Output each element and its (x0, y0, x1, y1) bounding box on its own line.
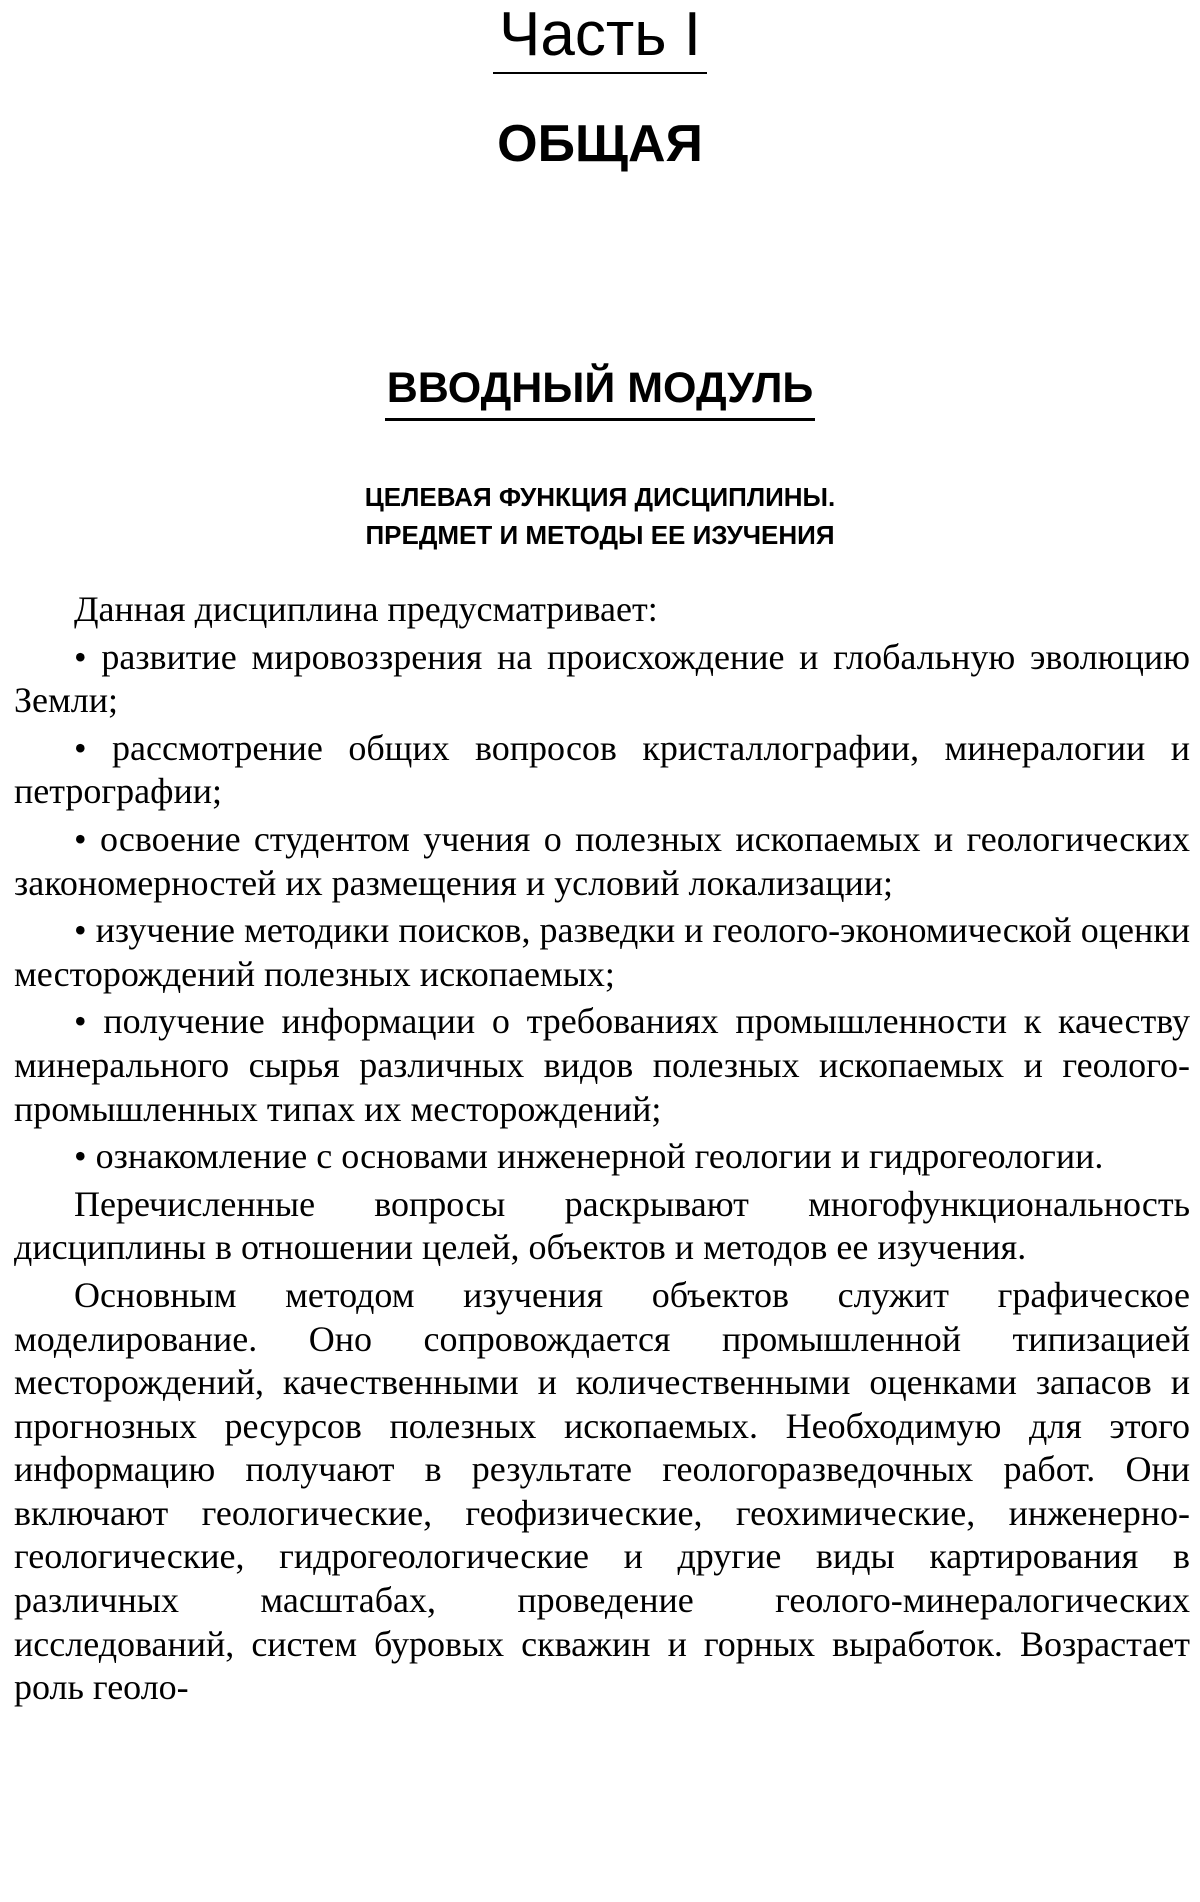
module-title-text: ВВОДНЫЙ МОДУЛЬ (385, 362, 816, 421)
part-label-text: Часть I (493, 0, 707, 74)
bullet-item: • развитие мировоззрения на происхождение и глобальную эволюцию Земли; (14, 636, 1190, 721)
bullet-item: • освоение студентом учения о полезных ископаемых и геологических закономерностей их размещения и условий локализации; (14, 818, 1190, 903)
body-text (14, 588, 1190, 1714)
section-heading-line-2: ПРЕДМЕТ И МЕТОДЫ ЕЕ ИЗУЧЕНИЯ (365, 520, 835, 550)
bullet-item: • получение информации о требованиях промышленности к качеству минерального сырья различных видов полезных ископаемых и геолого-промышленных типах их месторождений; (14, 1001, 1190, 1129)
bullet-item: • рассмотрение общих вопросов кристаллографии, минералогии и петрографии; (14, 727, 1190, 812)
bullet-item: • изучение методики поисков, разведки и геолого-экономической оценки месторождений полезных ископаемых; (14, 910, 1190, 994)
body-paragraph: Перечисленные вопросы раскрывают многофункциональность дисциплины в отношении целей, объектов и методов ее изучения. (14, 1183, 1190, 1268)
body-paragraph: Основным методом изучения объектов служит графическое моделирование. Оно сопровождается промышленной типизацией месторождений, качественными и количественными оценками запасов и прогнозных ресурсов полезных ископаемых. Необходимую для этого информацию получают в результате геологоразведочных работ. Они включают геологические, геофизические, геохимические, инженерно-геологические, гидрогеологические и другие виды картирования в различных масштабах, проведение геолого-минералогических исследований, систем буровых скважин и горных выработок. Возрастает роль геоло- (14, 1274, 1190, 1708)
bullet-item: • ознакомление с основами инженерной геологии и гидрогеологии. (74, 1136, 1104, 1177)
part-label (0, 0, 1200, 74)
module-title (0, 362, 1200, 421)
section-heading-line-1: ЦЕЛЕВАЯ ФУНКЦИЯ ДИСЦИПЛИНЫ. (364, 482, 836, 512)
section-heading (0, 478, 1200, 554)
part-title: ОБЩАЯ (497, 115, 703, 173)
intro-paragraph: Данная дисциплина предусматривает: (74, 589, 658, 629)
